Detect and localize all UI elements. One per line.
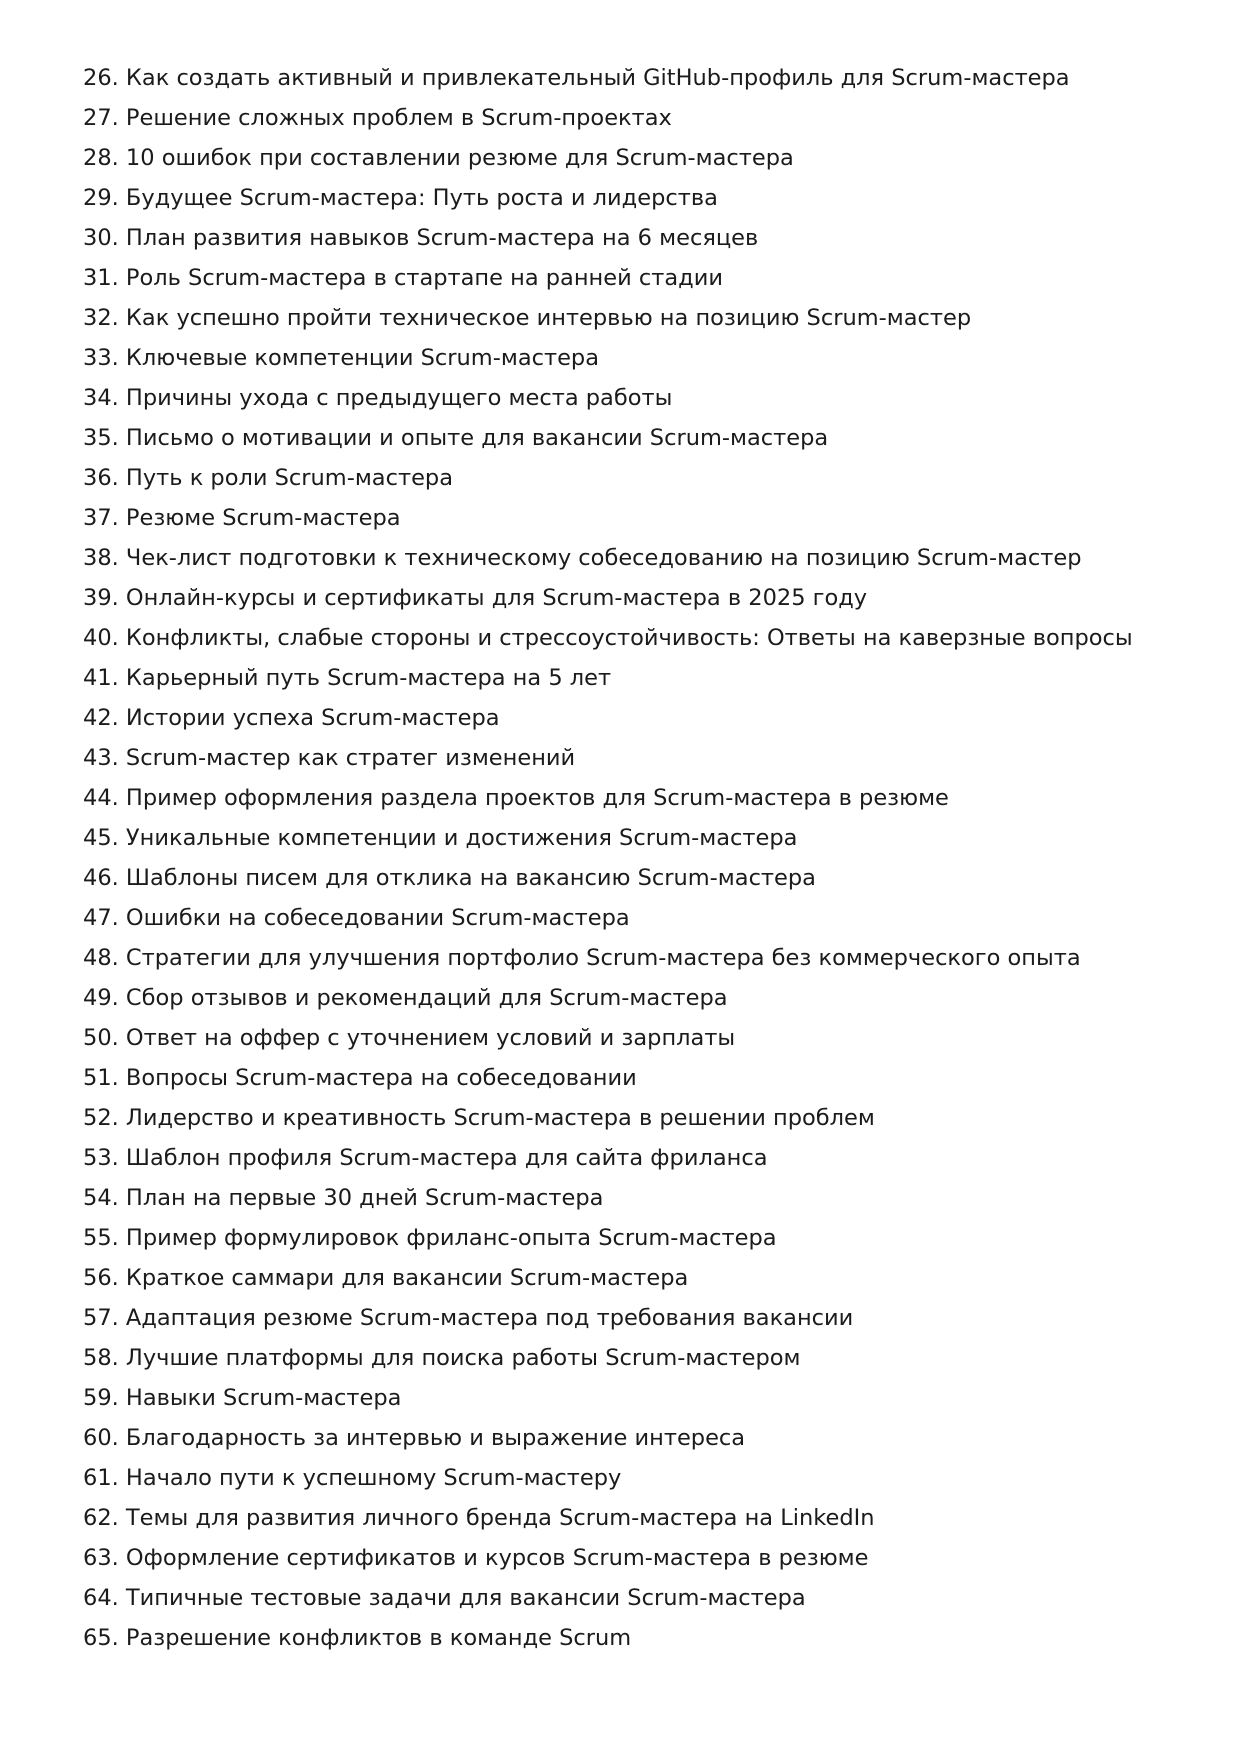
list-item: 64. Типичные тестовые задачи для вакансии Scrum-мастера (83, 1585, 806, 1611)
list-item: 52. Лидерство и креативность Scrum-мастера в решении проблем (83, 1105, 875, 1131)
list-item: 59. Навыки Scrum-мастера (83, 1385, 402, 1411)
list-item: 32. Как успешно пройти техническое интервью на позицию Scrum-мастер (83, 305, 972, 331)
list-item: 36. Путь к роли Scrum-мастера (83, 465, 453, 491)
list-item: 28. 10 ошибок при составлении резюме для Scrum-мастера (83, 145, 794, 171)
list-item: 56. Краткое саммари для вакансии Scrum-мастера (83, 1265, 689, 1291)
list-item: 44. Пример оформления раздела проектов для Scrum-мастера в резюме (83, 785, 949, 811)
list-item: 49. Сбор отзывов и рекомендаций для Scrum-мастера (83, 985, 728, 1011)
list-item: 53. Шаблон профиля Scrum-мастера для сайта фриланса (83, 1145, 768, 1171)
list-item: 51. Вопросы Scrum-мастера на собеседовании (83, 1065, 637, 1091)
topic-list (83, 58, 1133, 1658)
list-item: 55. Пример формулировок фриланс-опыта Scrum-мастера (83, 1225, 777, 1251)
list-item: 33. Ключевые компетенции Scrum-мастера (83, 345, 599, 371)
list-item: 61. Начало пути к успешному Scrum-мастеру (83, 1465, 622, 1491)
list-item: 39. Онлайн-курсы и сертификаты для Scrum-мастера в 2025 году (83, 585, 868, 611)
list-item: 31. Роль Scrum-мастера в стартапе на ранней стадии (83, 265, 723, 291)
list-item: 26. Как создать активный и привлекательный GitHub-профиль для Scrum-мастера (83, 65, 1070, 91)
list-item: 63. Оформление сертификатов и курсов Scrum-мастера в резюме (83, 1545, 869, 1571)
list-item: 27. Решение сложных проблем в Scrum-проектах (83, 105, 672, 131)
list-item: 62. Темы для развития личного бренда Scrum-мастера на LinkedIn (83, 1505, 875, 1531)
list-item: 60. Благодарность за интервью и выражение интереса (83, 1425, 746, 1451)
list-item: 48. Стратегии для улучшения портфолио Scrum-мастера без коммерческого опыта (83, 945, 1081, 971)
list-item: 65. Разрешение конфликтов в команде Scrum (83, 1625, 632, 1651)
list-item: 40. Конфликты, слабые стороны и стрессоустойчивость: Ответы на каверзные вопросы (83, 625, 1133, 651)
list-item: 47. Ошибки на собеседовании Scrum-мастера (83, 905, 630, 931)
list-item: 45. Уникальные компетенции и достижения Scrum-мастера (83, 825, 798, 851)
list-item: 54. План на первые 30 дней Scrum-мастера (83, 1185, 604, 1211)
list-item: 41. Карьерный путь Scrum-мастера на 5 лет (83, 665, 612, 691)
list-item: 35. Письмо о мотивации и опыте для вакансии Scrum-мастера (83, 425, 829, 451)
list-item: 42. Истории успеха Scrum-мастера (83, 705, 500, 731)
list-item: 38. Чек-лист подготовки к техническому собеседованию на позицию Scrum-мастер (83, 545, 1082, 571)
list-item: 57. Адаптация резюме Scrum-мастера под требования вакансии (83, 1305, 854, 1331)
list-item: 29. Будущее Scrum-мастера: Путь роста и лидерства (83, 185, 718, 211)
list-item: 58. Лучшие платформы для поиска работы Scrum-мастером (83, 1345, 801, 1371)
list-item: 50. Ответ на оффер с уточнением условий и зарплаты (83, 1025, 736, 1051)
list-item: 37. Резюме Scrum-мастера (83, 505, 401, 531)
list-item: 43. Scrum-мастер как стратег изменений (83, 745, 576, 771)
list-item: 46. Шаблоны писем для отклика на вакансию Scrum-мастера (83, 865, 816, 891)
list-item: 30. План развития навыков Scrum-мастера на 6 месяцев (83, 225, 759, 251)
list-item: 34. Причины ухода с предыдущего места работы (83, 385, 673, 411)
